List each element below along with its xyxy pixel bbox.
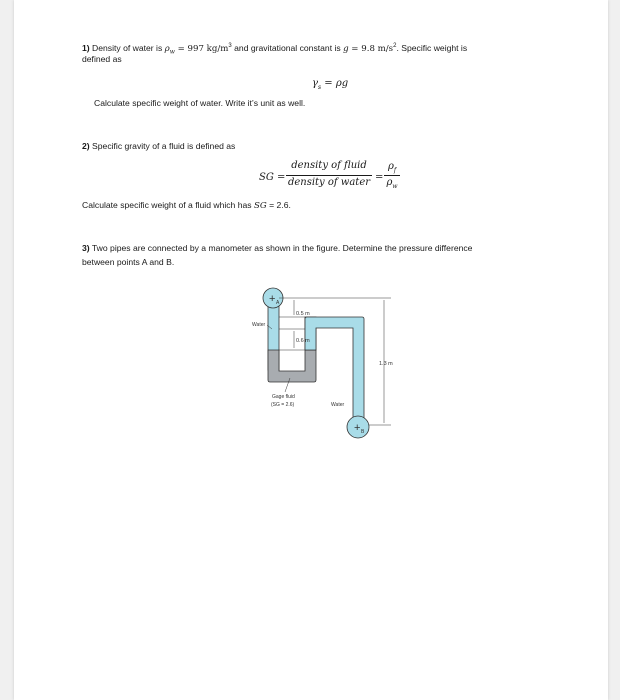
q2-line1 xyxy=(82,141,235,152)
q1-density-value: = 997 kg/m xyxy=(174,43,229,54)
q2-task-text: Calculate specific weight of a fluid which has xyxy=(82,200,254,210)
rho-fraction-den xyxy=(384,177,400,190)
q1-line2: defined as xyxy=(82,54,122,64)
q1-rho-sub: w xyxy=(169,48,175,56)
gamma-symbol: γ xyxy=(312,78,318,89)
q1-text: Density of water is xyxy=(89,42,165,53)
q1-task: Calculate specific weight of water. Write it’s unit as well. xyxy=(94,98,306,108)
q1-g-value: = 9.8 m/s xyxy=(348,43,394,54)
q2-task-value: = 2.6. xyxy=(266,200,291,210)
gamma-sub: s xyxy=(317,84,322,91)
rho-w-sub: w xyxy=(392,183,398,190)
dim-06-label: 0.6 m xyxy=(296,338,310,344)
gage-fluid-label: Gage fluid xyxy=(272,394,295,400)
fraction-numerator: density of fluid xyxy=(291,160,367,171)
q1-text-mid: and gravitational constant is xyxy=(231,42,344,53)
rho-f: ρ xyxy=(387,161,394,172)
q1-text-end: . Specific weight is xyxy=(396,42,468,53)
plus-b: + xyxy=(354,422,361,434)
rho-fraction-num xyxy=(384,161,400,174)
water-left-label: Water xyxy=(252,322,266,328)
q2-task xyxy=(82,200,291,212)
label-a: A xyxy=(276,300,280,306)
q1-cube: 3 xyxy=(228,43,232,49)
q3-text: Two pipes are connected by a manometer as shown in the figure. Determine the pressure difference xyxy=(89,243,473,253)
document-page xyxy=(14,0,608,700)
water-right-label: Water xyxy=(331,402,345,408)
dim-13-label: 1.3 m xyxy=(379,361,393,367)
q2-number: 2) xyxy=(82,141,90,151)
q2-task-sg: SG xyxy=(253,201,267,211)
q1-square: 2 xyxy=(393,43,397,49)
q3-number: 3) xyxy=(82,243,90,253)
rho-fraction-bar xyxy=(384,175,400,176)
sg-lhs: SG = xyxy=(259,172,286,183)
rho-w: ρ xyxy=(386,177,393,188)
q1-number: 1) xyxy=(82,42,90,53)
q2-text: Specific gravity of a fluid is defined as xyxy=(89,141,236,151)
plus-a: + xyxy=(269,293,276,305)
rho-f-sub: f xyxy=(393,167,397,174)
dim-05-label: 0.5 m xyxy=(296,311,310,317)
label-b: B xyxy=(361,429,365,435)
q1-formula xyxy=(312,78,348,93)
q3-line1 xyxy=(82,243,472,254)
fraction-equals: = xyxy=(375,172,384,183)
fraction-bar xyxy=(286,175,372,176)
q3-line2: between points A and B. xyxy=(82,257,175,267)
gage-sg-label: (SG = 2.6) xyxy=(271,402,295,408)
fraction-denominator: density of water xyxy=(287,177,371,188)
manometer-figure xyxy=(219,282,419,442)
formula-rhs: = ρg xyxy=(321,78,349,89)
q1-g: g xyxy=(343,43,349,54)
gage-fluid-u xyxy=(268,350,316,382)
q1-rho: ρ xyxy=(164,43,170,54)
q1-line1 xyxy=(82,41,467,58)
